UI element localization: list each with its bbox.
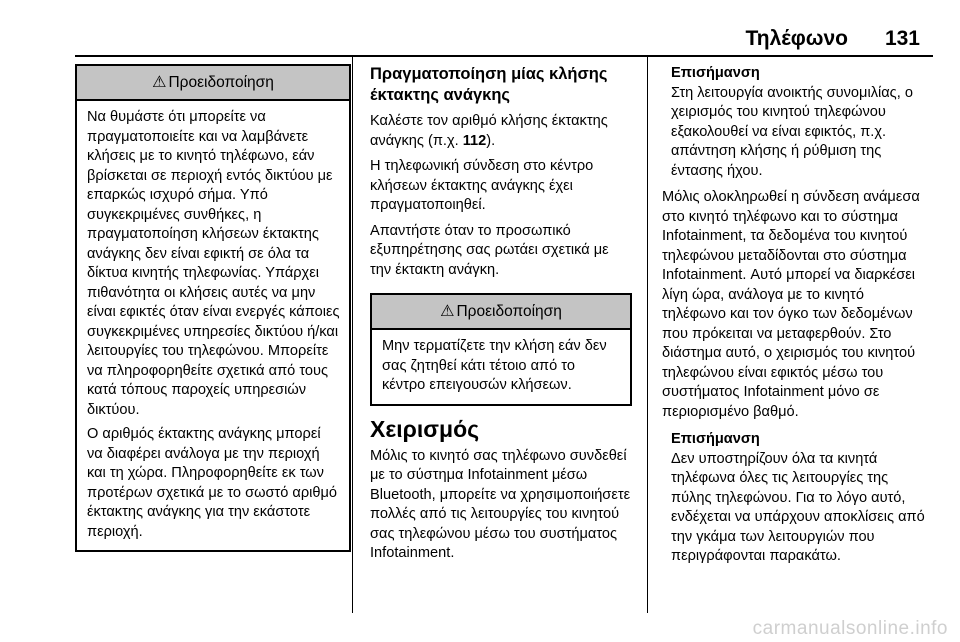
note-label: Επισήμανση — [671, 65, 760, 81]
paragraph-text: Καλέστε τον αριθμό κλήσης έκτακτης ανάγκης (π.χ. — [370, 113, 608, 149]
warning-label: Προειδοποίηση — [456, 303, 562, 320]
column-3 — [662, 64, 930, 574]
note-text: Στη λειτουργία ανοικτής συνομιλίας, ο χειρισμός του κινητού τηλεφώνου εξακολουθεί να είναι εφικτός, π.χ. απάντηση κλήσης ή ρύθμιση της έντασης ήχου. — [671, 84, 913, 179]
column-divider-1 — [352, 55, 353, 613]
body-paragraph: Η τηλεφωνική σύνδεση στο κέντρο κλήσεων έκτακτης ανάγκης έχει πραγματοποιηθεί. — [370, 158, 594, 213]
column-1 — [75, 64, 351, 552]
warning-header — [372, 295, 630, 330]
note-block — [662, 64, 930, 181]
header-rule — [75, 55, 933, 57]
warning-body — [372, 330, 630, 404]
body-paragraph: Απαντήστε όταν το προσωπικό εξυπηρέτησης σας ρωτάει σχετικά με την έκτακτη ανάγκη. — [370, 222, 609, 278]
page-header — [0, 0, 960, 60]
warning-paragraph: Ο αριθμός έκτακτης ανάγκης μπορεί να διαφέρει ανάλογα με την περιοχή και τη χώρα. Πληροφορηθείτε εκ των προτέρων σχετικά με το σωστό αριθμό έκτακτης ανάγκης για την εκάστοτε περιοχή. — [87, 426, 338, 540]
warning-body — [77, 101, 349, 550]
warning-triangle-icon: ⚠ — [440, 303, 455, 320]
warning-box — [75, 64, 351, 552]
warning-box — [370, 293, 632, 406]
note-label: Επισήμανση — [671, 431, 760, 447]
body-paragraph: Μόλις το κινητό σας τηλέφωνο συνδεθεί με το σύστημα Infotainment μέσω Bluetooth, μπορείτε να χρησιμοποιήσετε πολλές από τις λειτουργίες του κινητού σας τηλεφώνου μέσω του συστήματος Infotainment. — [370, 447, 631, 561]
page-title: Τηλέφωνο — [745, 27, 848, 50]
warning-header — [77, 66, 349, 101]
note-text: Δεν υποστηρίζουν όλα τα κινητά τηλέφωνα όλες τις λειτουργίες της πύλης τηλεφώνου. Για το λόγο αυτό, ενδέχεται να υπάρχουν αποκλίσεις από την γκάμα των λειτουργιών που περιγράφονται παρακάτω. — [671, 450, 925, 564]
watermark-text: carmanualsonline.info — [752, 618, 948, 639]
column-2 — [370, 64, 632, 570]
cross-reference-link[interactable]: 112 — [462, 132, 487, 149]
body-paragraph: Μόλις ολοκληρωθεί η σύνδεση ανάμεσα στο κινητό τηλέφωνο και το σύστημα Infotainment, τα δεδομένα του κινητού τηλεφώνου μεταδίδονται στο σύστημα Infotainment. Αυτό μπορεί να διαρκέσει λίγη ώρα, ανάλογα με το κινητό τηλέφωνο και τον όγκο των δεδομένων που πρόκειται να μεταφερθούν. Στο διάστημα αυτό, ο χειρισμός του κινητού τηλεφώνου είναι εφικτός μέσω του συστήματος Infotainment μόνο σε περιορισμένο βαθμό. — [662, 189, 920, 420]
warning-paragraph: Μην τερματίζετε την κλήση εάν δεν σας ζητηθεί κάτι τέτοιο από το κέντρο επειγουσών κλήσεων. — [382, 338, 607, 393]
column-divider-2 — [647, 55, 648, 613]
warning-label: Προειδοποίηση — [168, 74, 274, 91]
page-number: 131 — [884, 27, 920, 50]
warning-paragraph: Να θυμάστε ότι μπορείτε να πραγματοποιείτε και να λαμβάνετε κλήσεις με το κινητό τηλέφωνο, εάν βρίσκεται σε περιοχή εντός δικτύου με επαρκώς ισχυρό σήμα. Υπό συγκεκριμένες συνθήκες, η πραγματοποίηση κλήσεων έκτακτης ανάγκης δεν είναι εφικτή σε όλα τα δίκτυα κινητής τηλεφωνίας. Υπάρχει πιθανότητα οι κλήσεις αυτές να μην είναι εφικτές όταν είναι ενεργές κάποιες συγκεκριμένες υπηρεσίες δικτύου ή/και λειτουργίες του τηλεφώνου. Μπορείτε να πληροφορηθείτε σχετικά από τους κατά τόπους παροχείς υπηρεσιών δικτύου. — [87, 109, 340, 418]
section-title: Χειρισμός — [370, 415, 480, 442]
note-block — [662, 430, 930, 567]
body-paragraph — [370, 112, 632, 151]
warning-triangle-icon: ⚠ — [152, 74, 167, 91]
section-heading: Πραγματοποίηση μίας κλήσης έκτακτης ανάγκης — [370, 65, 608, 104]
paragraph-text: ). — [486, 132, 496, 149]
